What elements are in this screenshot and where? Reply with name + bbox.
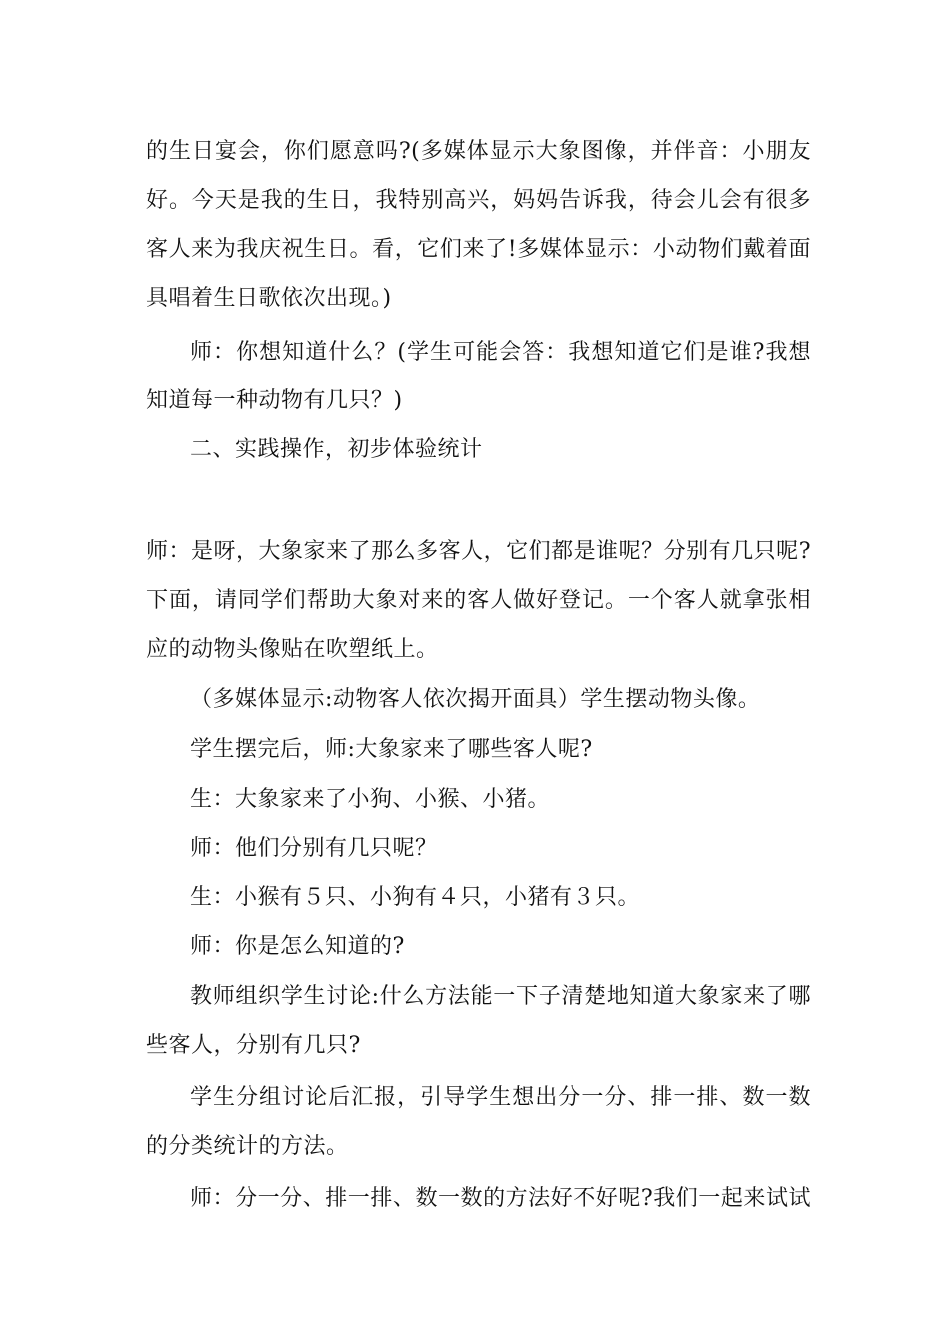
text-line: 知道每一种动物有几只？) xyxy=(146,388,403,413)
text-line: 学生分组讨论后汇报，引导学生想出分一分、排一排、数一数 xyxy=(190,1085,811,1110)
text-line: 的分类统计的方法。 xyxy=(146,1134,349,1159)
section-heading: 二、实践操作，初步体验统计 xyxy=(190,437,483,462)
text-line: 师：是呀，大象家来了那么多客人，它们都是谁呢？分别有几只呢? xyxy=(146,539,811,564)
text-line: 师：你想知道什么？(学生可能会答：我想知道它们是谁?我想 xyxy=(190,340,811,365)
text-line: 些客人，分别有几只? xyxy=(146,1033,361,1058)
text-line: 师：你是怎么知道的? xyxy=(190,934,405,959)
text-line: 师：分一分、排一排、数一数的方法好不好呢?我们一起来试试 xyxy=(190,1186,811,1211)
text-line: 教师组织学生讨论:什么方法能一下子清楚地知道大象家来了哪 xyxy=(190,984,811,1009)
text-line: 具唱着生日歌依次出现。) xyxy=(146,286,392,311)
text-line: 好。今天是我的生日，我特别高兴，妈妈告诉我，待会儿会有很多 xyxy=(146,188,811,213)
text-line: 客人来为我庆祝生日。看，它们来了!多媒体显示：小动物们戴着面 xyxy=(146,237,811,262)
text-line: 生：大象家来了小狗、小猴、小猪。 xyxy=(190,787,551,812)
text-line: 生：小猴有５只、小狗有４只，小猪有３只。 xyxy=(190,885,641,910)
text-line: 师：他们分别有几只呢？ xyxy=(190,836,438,861)
text-line: 下面，请同学们帮助大象对来的客人做好登记。一个客人就拿张相 xyxy=(146,588,811,613)
text-line: （多媒体显示:动物客人依次揭开面具）学生摆动物头像。 xyxy=(190,687,761,712)
text-line: 的生日宴会，你们愿意吗?(多媒体显示大象图像，并伴音：小朋友 xyxy=(146,139,811,164)
text-line: 学生摆完后，师:大象家来了哪些客人呢? xyxy=(190,737,593,762)
text-line: 应的动物头像贴在吹塑纸上。 xyxy=(146,637,439,662)
